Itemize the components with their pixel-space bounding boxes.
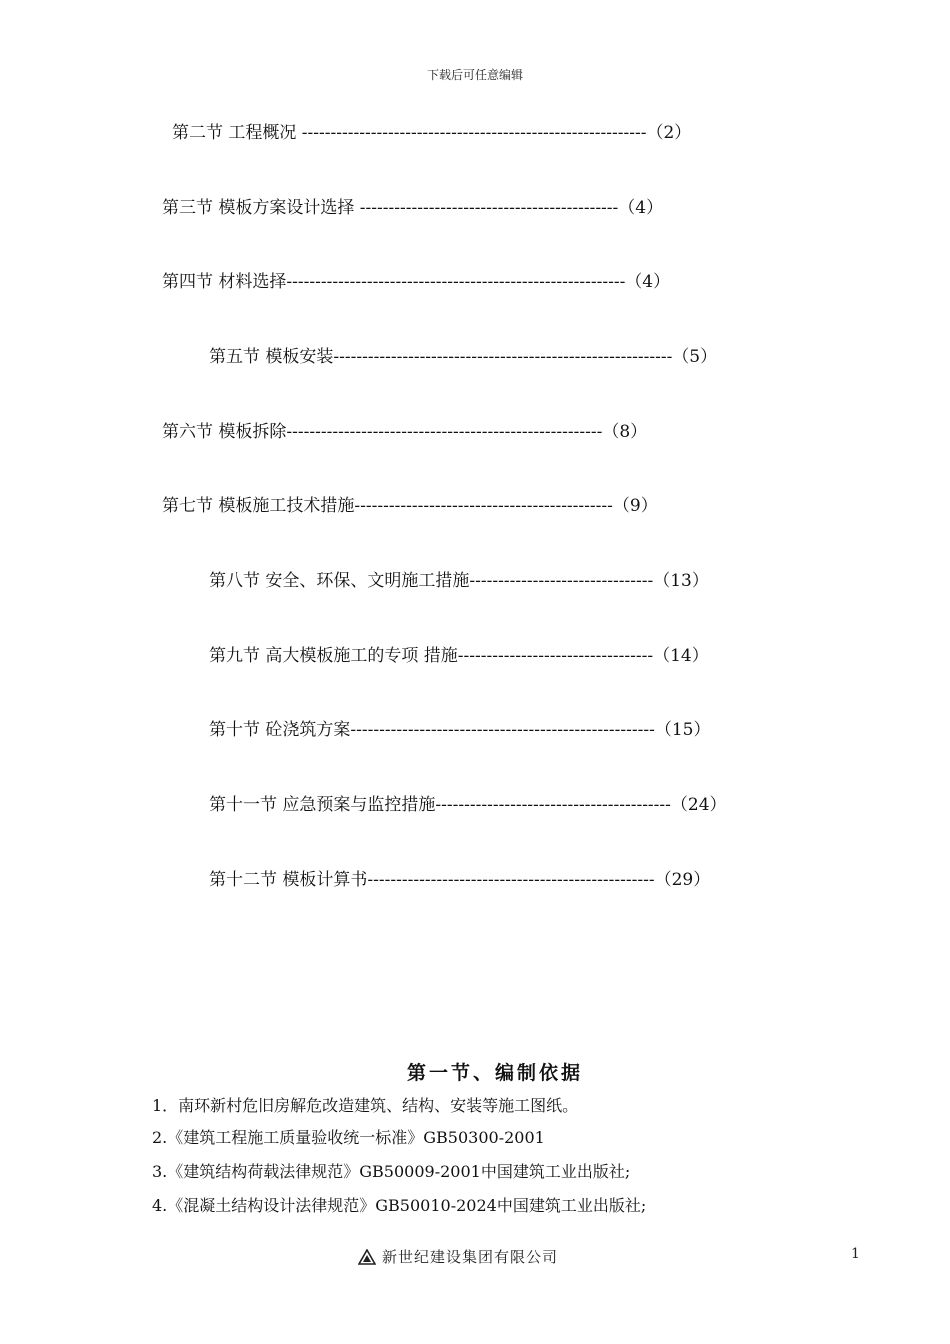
basis-item-3: 3.《建筑结构荷载法律规范》GB50009-2001中国建筑工业出版社; <box>152 1162 631 1181</box>
basis-item-2: 2.《建筑工程施工质量验收统一标准》GB50300-2001 <box>152 1128 545 1147</box>
toc-entry-12: 第十二节 模板计算书--------------------------------------------------（29） <box>209 870 711 890</box>
toc-entry-6: 第六节 模板拆除-------------------------------------------------------（8） <box>162 422 648 442</box>
toc-entry-10: 第十节 砼浇筑方案-----------------------------------------------------（15） <box>209 720 711 740</box>
toc-entry-3: 第三节 模板方案设计选择 ---------------------------------------------（4） <box>162 198 664 218</box>
page-footer <box>358 1246 558 1267</box>
toc-entry-11: 第十一节 应急预案与监控措施-----------------------------------------（24） <box>209 795 727 815</box>
section-title: 第一节、编制依据 <box>406 1062 583 1084</box>
page-header: 下载后可任意编辑 <box>426 68 523 82</box>
page-number: 1 <box>851 1246 860 1262</box>
toc-entry-4: 第四节 材料选择-----------------------------------------------------------（4） <box>162 272 671 292</box>
basis-item-1: 1．南环新村危旧房解危改造建筑、结构、安装等施工图纸。 <box>152 1096 579 1115</box>
company-name: 新世纪建设集团有限公司 <box>382 1248 559 1266</box>
toc-entry-2: 第二节 工程概况 ------------------------------------------------------------（2） <box>172 123 692 143</box>
toc-entry-8: 第八节 安全、环保、文明施工措施--------------------------------（13） <box>209 571 709 591</box>
toc-entry-9: 第九节 高大模板施工的专项 措施----------------------------------（14） <box>209 646 709 666</box>
basis-item-4: 4.《混凝土结构设计法律规范》GB50010-2024中国建筑工业出版社; <box>152 1196 647 1215</box>
company-logo-icon <box>358 1249 376 1265</box>
toc-entry-7: 第七节 模板施工技术措施---------------------------------------------（9） <box>162 496 658 516</box>
toc-entry-5: 第五节 模板安装-----------------------------------------------------------（5） <box>209 347 718 367</box>
